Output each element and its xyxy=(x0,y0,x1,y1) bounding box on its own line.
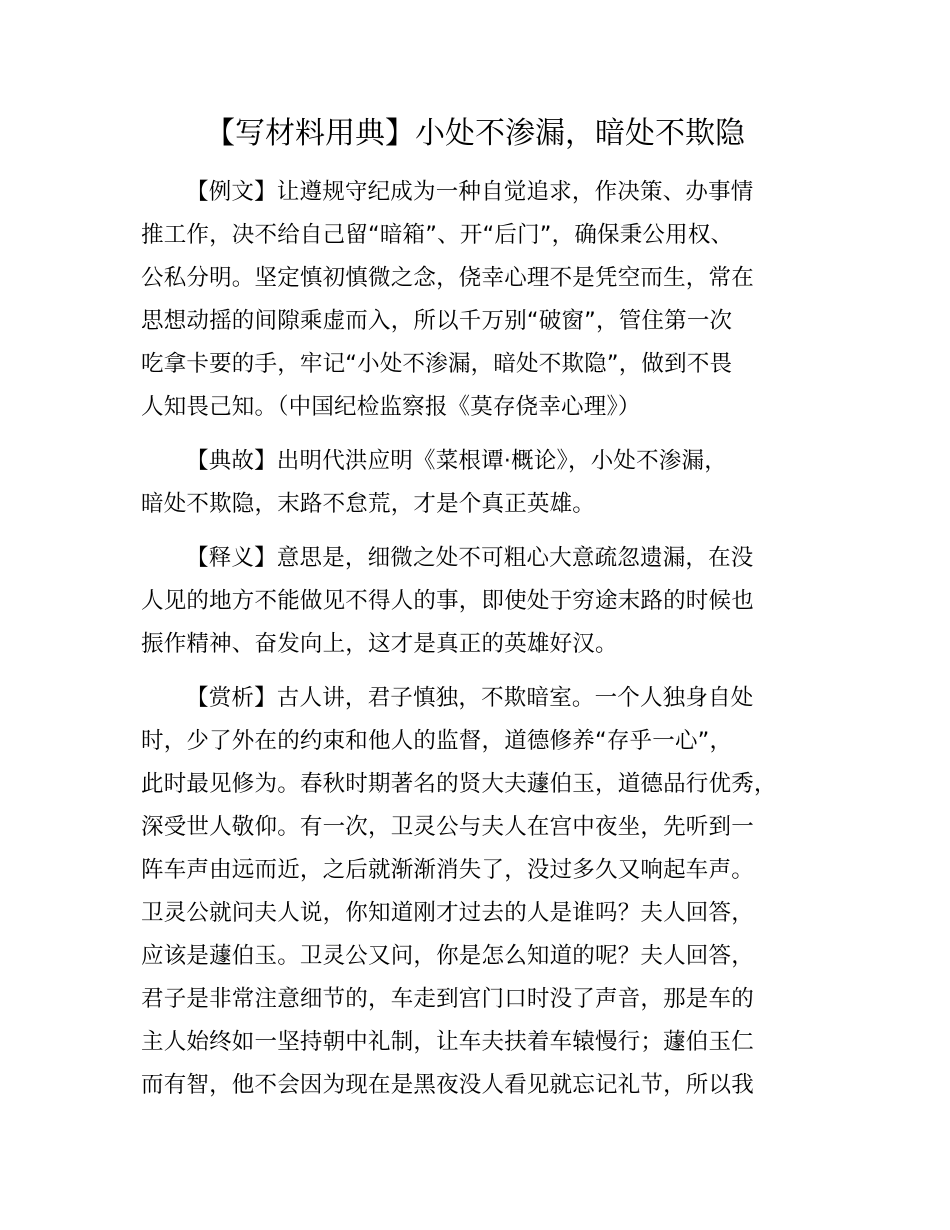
paragraph-line: 思想动摇的间隙乘虚而入，所以千万别“破窗”，管住第一次 xyxy=(141,308,733,334)
paragraph-line: 【典故】出明代洪应明《菜根谭·概论》，小处不渗漏， xyxy=(186,448,727,474)
paragraph-line: 推工作，决不给自己留“暗箱”、开“后门”，确保秉公用权、 xyxy=(141,222,734,248)
paragraph-line: 公私分明。坚定慎初慎微之念，侥幸心理不是凭空而生，常在 xyxy=(141,265,754,291)
paragraph-line: 深受世人敬仰。有一次，卫灵公与夫人在宫中夜坐，先听到一 xyxy=(141,814,754,840)
paragraph-line: 此时最见修为。春秋时期著名的贤大夫蘧伯玉，道德品行优秀， xyxy=(141,771,777,797)
paragraph-line: 应该是蘧伯玉。卫灵公又问，你是怎么知道的呢？夫人回答， xyxy=(141,943,754,969)
paragraph-line: 【例文】让遵规守纪成为一种自觉追求，作决策、办事情 xyxy=(186,179,754,205)
paragraph-line: 阵车声由远而近，之后就渐渐消失了，没过多久又响起车声。 xyxy=(141,857,754,883)
paragraph-line: 人知畏己知。（中国纪检监察报《莫存侥幸心理》） xyxy=(141,394,641,420)
paragraph-line: 【赏析】古人讲，君子慎独，不欺暗室。一个人独身自处 xyxy=(186,685,754,711)
paragraph-line: 振作精神、奋发向上，这才是真正的英雄好汉。 xyxy=(141,631,618,657)
paragraph-line: 暗处不欺隐，末路不怠荒，才是个真正英雄。 xyxy=(141,491,596,517)
paragraph-line: 吃拿卡要的手，牢记“小处不渗漏，暗处不欺隐”，做到不畏 xyxy=(141,351,733,377)
paragraph-line: 人见的地方不能做见不得人的事，即使处于穷途末路的时候也 xyxy=(141,588,754,614)
paragraph-line: 主人始终如一坚持朝中礼制，让车夫扶着车辕慢行；蘧伯玉仁 xyxy=(141,1029,754,1055)
paragraph-line: 卫灵公就问夫人说，你知道刚才过去的人是谁吗？夫人回答， xyxy=(141,900,754,926)
paragraph-line: 君子是非常注意细节的，车走到宫门口时没了声音，那是车的 xyxy=(141,986,754,1012)
page-title: 【写材料用典】小处不渗漏，暗处不欺隐 xyxy=(205,116,745,151)
paragraph-line: 时，少了外在的约束和他人的监督，道德修养“存乎一心”， xyxy=(141,728,733,754)
paragraph-line: 而有智，他不会因为现在是黑夜没人看见就忘记礼节，所以我 xyxy=(141,1072,754,1098)
paragraph-line: 【释义】意思是，细微之处不可粗心大意疏忽遗漏，在没 xyxy=(186,545,754,571)
